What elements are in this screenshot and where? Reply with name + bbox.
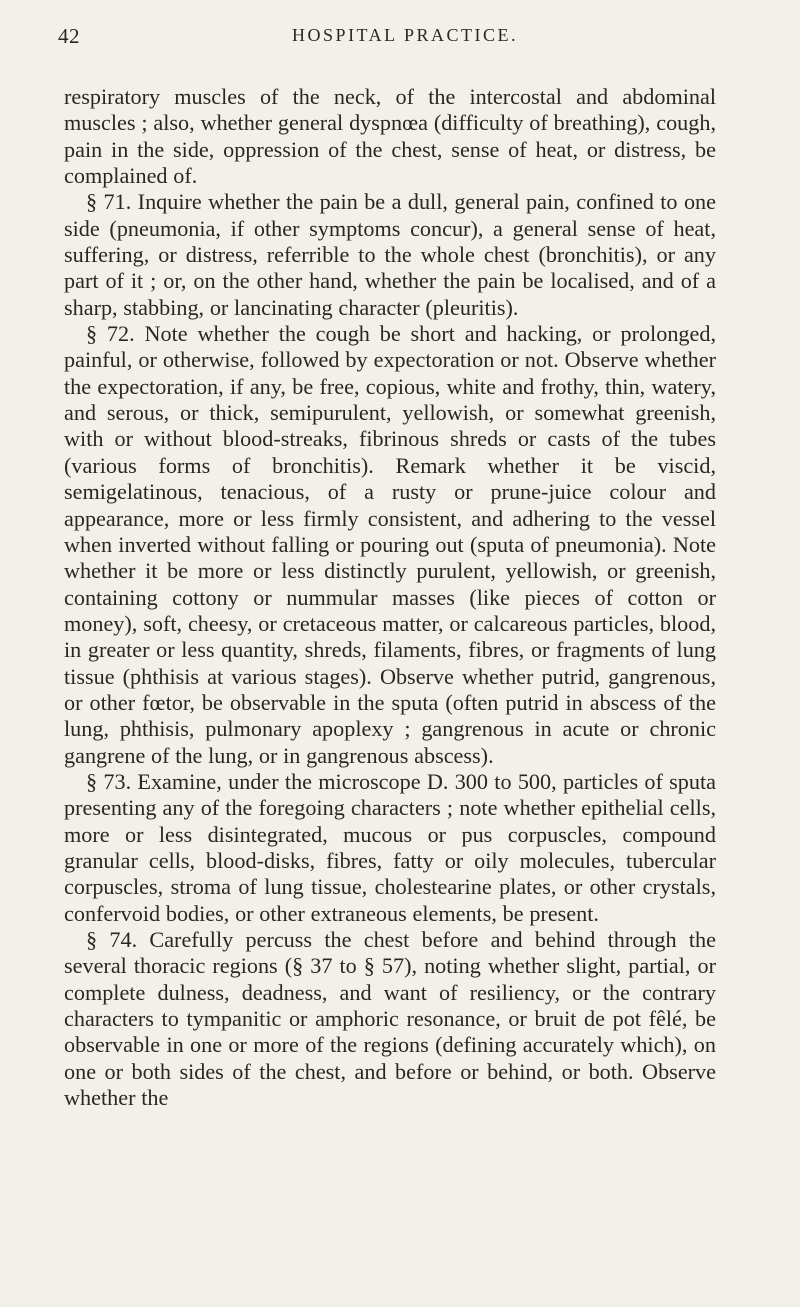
running-head — [50, 24, 760, 54]
body-text — [64, 84, 716, 1111]
paragraph-section-71: § 71. Inquire whether the pain be a dull, general pain, confined to one side (pneumonia, if other symptoms concur), a general sense of heat, suffering, or distress, referrible to the whole chest (bronchitis), or any part of it ; or, on the other hand, whether the pain be localised, and of a sharp, stabbing, or lancinating character (pleuritis). — [64, 189, 716, 320]
paragraph-continuation: respiratory muscles of the neck, of the intercostal and abdominal muscles ; also, whether general dyspnœa (difficulty of breathing), cough, pain in the side, oppression of the chest, sense of heat, or distress, be complained of. — [64, 84, 716, 189]
running-title: HOSPITAL PRACTICE. — [292, 25, 518, 45]
page-number: 42 — [58, 24, 80, 48]
paragraph-section-73: § 73. Examine, under the microscope D. 300 to 500, particles of sputa presenting any of the foregoing characters ; note whether epithelial cells, more or less disintegrated, mucous or pus corpuscles, compound granular cells, blood-disks, fibres, fatty or oily molecules, tubercular corpuscles, stroma of lung tissue, cholestearine plates, or other crystals, confervoid bodies, or other extraneous elements, be present. — [64, 768, 716, 926]
paragraph-section-74: § 74. Carefully percuss the chest before and behind through the several thoracic regions (§ 37 to § 57), noting whether slight, partial, or complete dulness, deadness, and want of resiliency, or the contrary characters to tympanitic or amphoric resonance, or bruit de pot fêlé, be observable in one or more of the regions (defining accurately which), on one or both sides of the chest, and before or behind, or both. Observe whether the — [64, 927, 716, 1111]
paragraph-section-72: § 72. Note whether the cough be short and hacking, or prolonged, painful, or otherwise, followed by expectoration or not. Observe whether the expectoration, if any, be free, copious, white and frothy, thin, watery, and serous, or thick, semipurulent, yellowish, or somewhat greenish, with or without blood-streaks, fibrinous shreds or casts of the tubes (various forms of bronchitis). Remark whether it be viscid, semigelatinous, tenacious, of a rusty or prune-juice colour and appearance, more or less firmly consistent, and adhering to the vessel when inverted without falling or pouring out (sputa of pneumonia). Note whether it be more or less distinctly purulent, yellowish, or greenish, containing cottony or nummular masses (like pieces of cotton or money), soft, cheesy, or cretaceous matter, or calcareous particles, blood, in greater or less quantity, shreds, filaments, fibres, or fragments of lung tissue (phthisis at various stages). Observe whether putrid, gangrenous, or other fœtor, be observable in the sputa (often putrid in abscess of the lung, phthisis, pulmonary apoplexy ; gangrenous in acute or chronic gangrene of the lung, or in gangrenous abscess). — [64, 321, 716, 768]
